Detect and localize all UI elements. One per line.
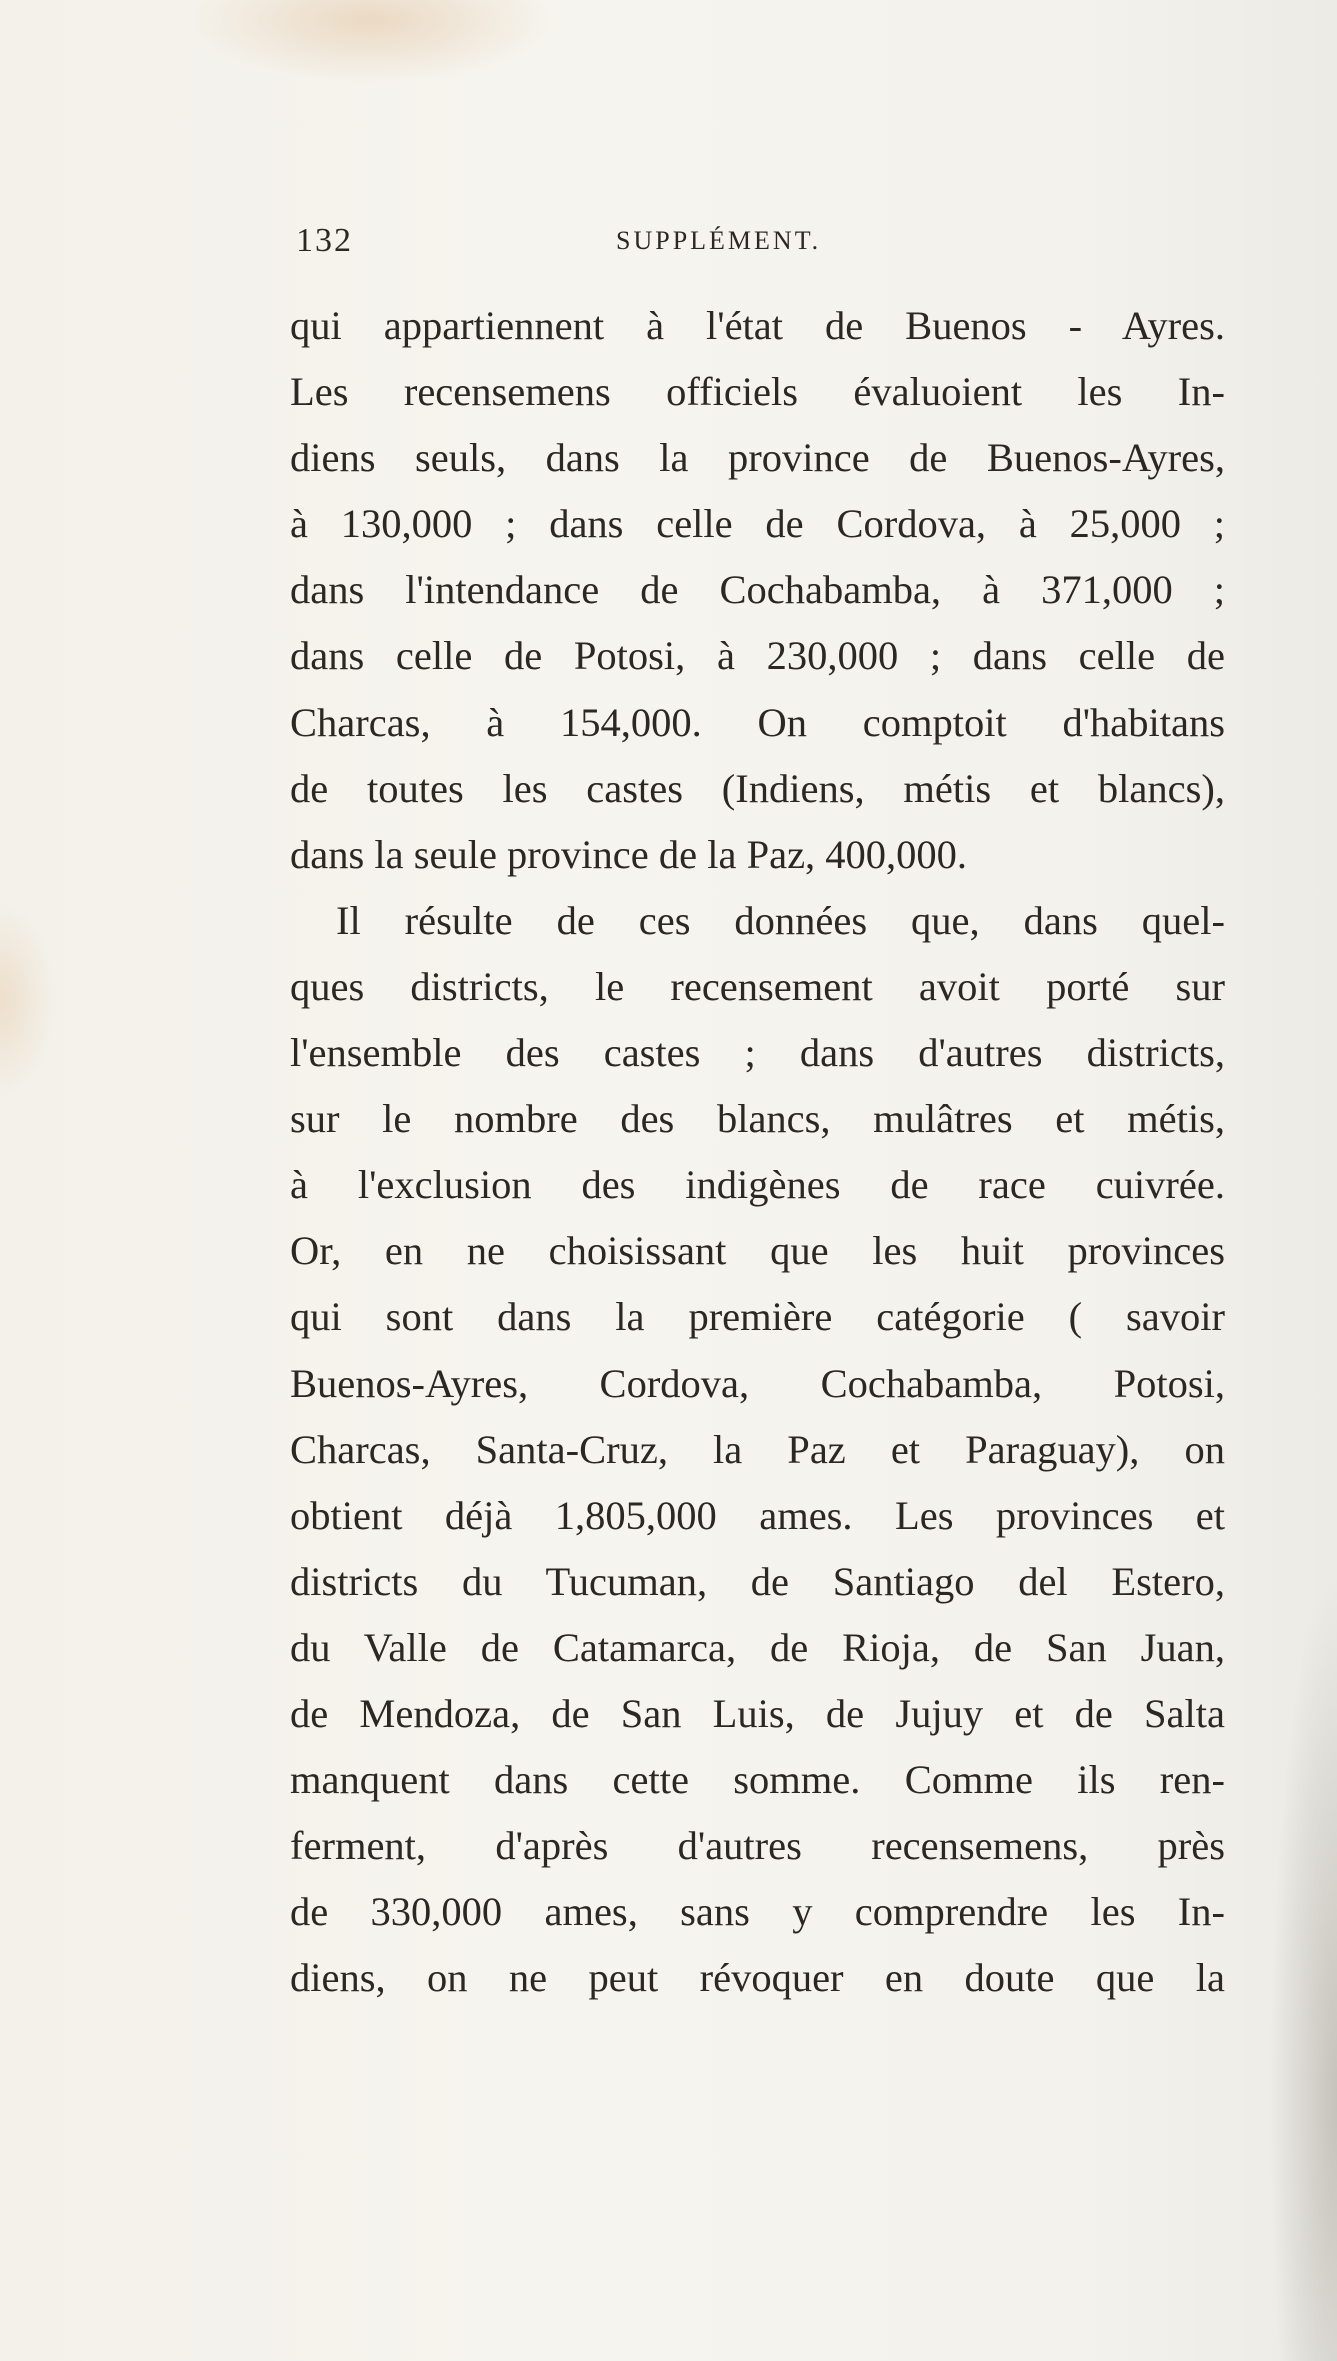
text-line: de 330,000 ames, sans y comprendre les In-	[290, 1889, 1225, 1935]
text-line: Charcas, Santa-Cruz, la Paz et Paraguay), on	[290, 1426, 1225, 1472]
text-line: de Mendoza, de San Luis, de Jujuy et de Salta	[290, 1690, 1225, 1736]
text-line: qui sont dans la première catégorie ( savoir	[290, 1294, 1225, 1340]
text-line: dans la seule province de la Paz, 400,000.	[290, 831, 968, 877]
page-header	[296, 222, 996, 266]
text-line: districts du Tucuman, de Santiago del Estero,	[290, 1558, 1225, 1604]
body-text	[290, 296, 1225, 2014]
text-line: qui appartiennent à l'état de Buenos - Ayres.	[290, 303, 1225, 348]
text-line: Il résulte de ces données que, dans quel-	[336, 897, 1225, 943]
text-line: Les recensemens officiels évaluoient les In-	[290, 369, 1225, 415]
text-line: Charcas, à 154,000. On comptoit d'habitans	[290, 699, 1225, 745]
text-line: du Valle de Catamarca, de Rioja, de San Juan,	[290, 1624, 1225, 1670]
text-line: Buenos-Ayres, Cordova, Cochabamba, Potosi,	[290, 1360, 1225, 1406]
text-line: diens, on ne peut révoquer en doute que la	[290, 1955, 1225, 2001]
text-line: à 130,000 ; dans celle de Cordova, à 25,000 ;	[290, 501, 1225, 547]
text-line: dans l'intendance de Cochabamba, à 371,000 ;	[290, 567, 1225, 613]
text-line: obtient déjà 1,805,000 ames. Les provinces et	[290, 1492, 1225, 1538]
text-line: l'ensemble des castes ; dans d'autres districts,	[290, 1030, 1225, 1076]
text-line: diens seuls, dans la province de Buenos-Ayres,	[290, 435, 1225, 481]
text-line: ques districts, le recensement avoit porté sur	[290, 963, 1225, 1009]
text-line: dans celle de Potosi, à 230,000 ; dans celle de	[290, 633, 1225, 679]
text-line: ferment, d'après d'autres recensemens, près	[290, 1823, 1225, 1869]
text-line: sur le nombre des blancs, mulâtres et métis,	[290, 1096, 1225, 1142]
page-number: 132	[296, 222, 353, 259]
text-line: Or, en ne choisissant que les huit provinces	[290, 1228, 1225, 1274]
running-title: SUPPLÉMENT.	[616, 226, 822, 255]
text-line: à l'exclusion des indigènes de race cuivrée.	[290, 1162, 1225, 1208]
text-line: de toutes les castes (Indiens, métis et blancs),	[290, 765, 1225, 811]
text-line: manquent dans cette somme. Comme ils ren-	[290, 1757, 1225, 1803]
